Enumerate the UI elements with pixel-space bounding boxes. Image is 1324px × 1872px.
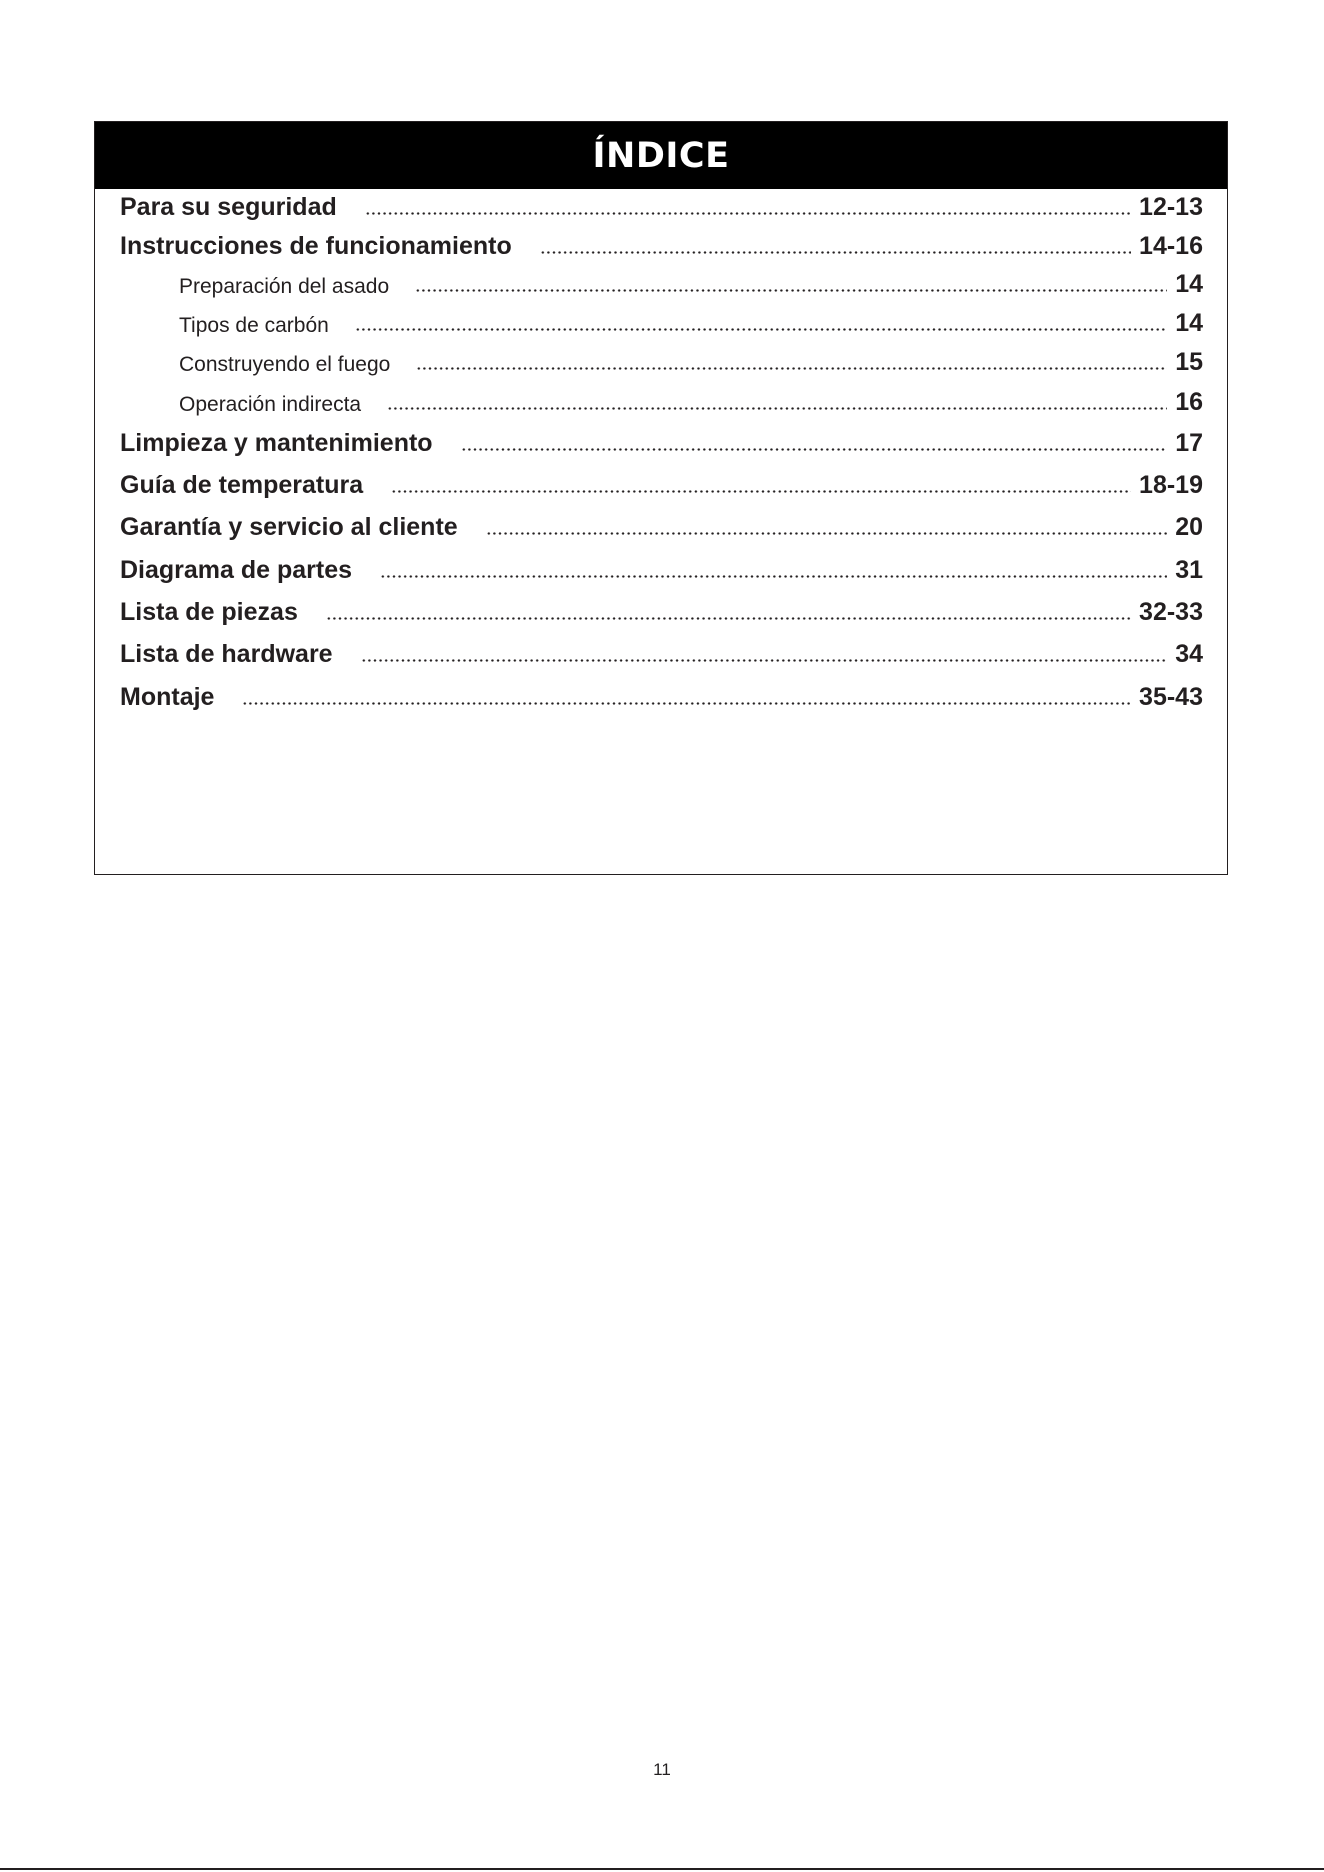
toc-entry-label: Instrucciones de funcionamiento [120,232,512,260]
toc-entry [179,269,1203,297]
toc-entry-label: Garantía y servicio al cliente [120,513,458,541]
toc-entry-label: Construyendo el fuego [179,353,391,376]
toc-dot-leader [416,367,1167,370]
toc-title: ÍNDICE [592,135,730,176]
toc-dot-leader [387,407,1167,410]
bottom-rule [0,1868,1324,1870]
toc-dot-leader [326,617,1131,620]
toc-entry-label: Diagrama de partes [120,556,353,584]
toc-entry-label: Guía de temperatura [120,471,364,499]
toc-dot-leader [380,575,1167,578]
toc-entry [120,682,1203,710]
toc-entry-page: 31 [1175,556,1203,584]
toc-entry [120,639,1203,667]
toc-dot-leader [361,659,1168,662]
toc-dot-leader [355,328,1167,331]
toc-entry [179,387,1203,415]
toc-dot-leader [415,289,1167,292]
toc-entry-page: 35-43 [1139,683,1203,711]
toc-entry-page: 17 [1175,429,1203,457]
toc-entry-page: 16 [1175,388,1203,416]
toc-entry-label: Tipos de carbón [179,314,329,337]
toc-entry [179,308,1203,336]
toc-entry-label: Operación indirecta [179,393,362,416]
toc-entry-page: 18-19 [1139,471,1203,499]
toc-entry-page: 14 [1175,270,1203,298]
toc-entry-label: Lista de hardware [120,640,333,668]
toc-entry-label: Preparación del asado [179,275,390,298]
toc-entry [179,347,1203,375]
toc-dot-leader [365,212,1131,215]
toc-entry-page: 14-16 [1139,232,1203,260]
toc-entry-label: Lista de piezas [120,598,298,626]
toc-entry [120,192,1203,220]
toc-dot-leader [486,532,1168,535]
toc-entry-page: 12-13 [1139,193,1203,221]
toc-dot-leader [391,490,1131,493]
toc-entry-page: 34 [1175,640,1203,668]
toc-entry [120,512,1203,540]
toc-entry-page: 20 [1175,513,1203,541]
toc-dot-leader [242,702,1131,705]
toc-entry [120,597,1203,625]
toc-entry-page: 32-33 [1139,598,1203,626]
toc-entry-label: Para su seguridad [120,193,337,221]
toc-entry [120,555,1203,583]
table-of-contents [94,121,1228,875]
toc-entry [120,231,1203,259]
toc-entry-page: 14 [1175,309,1203,337]
toc-entry-label: Limpieza y mantenimiento [120,429,433,457]
toc-dot-leader [461,448,1168,451]
toc-list [95,122,1227,874]
toc-entry [120,470,1203,498]
toc-entry [120,428,1203,456]
page-number: 11 [653,1760,671,1779]
toc-entry-page: 15 [1175,348,1203,376]
toc-entry-label: Montaje [120,683,215,711]
toc-dot-leader [540,251,1131,254]
